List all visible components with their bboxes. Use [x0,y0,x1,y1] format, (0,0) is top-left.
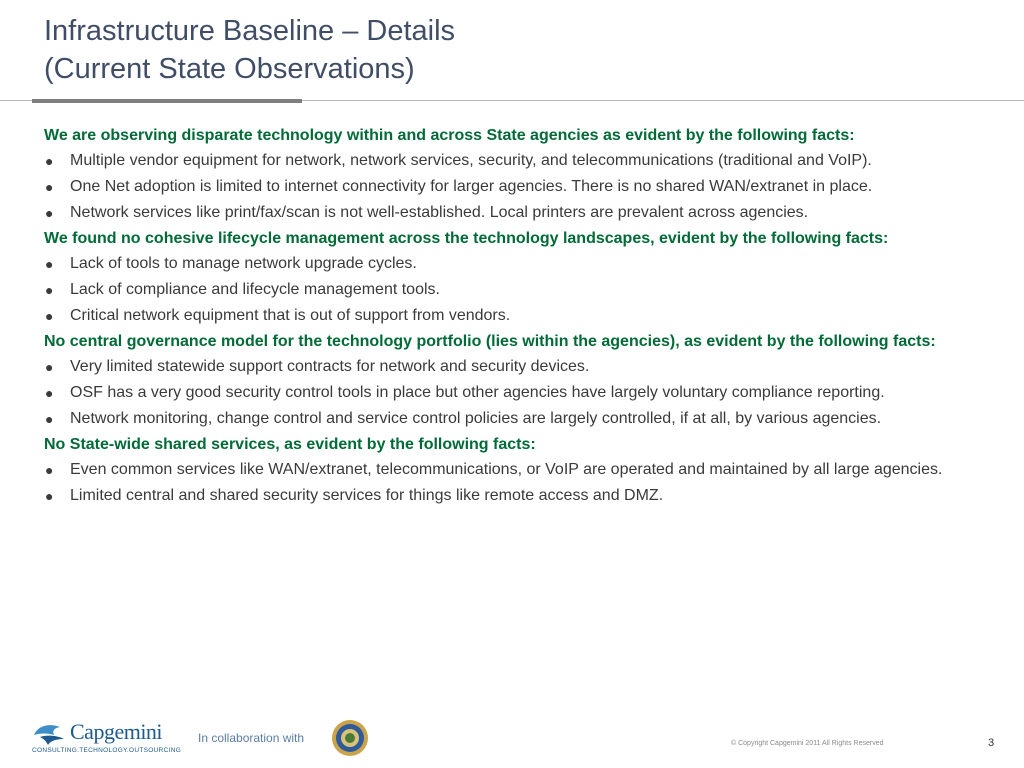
bullet-text: Even common services like WAN/extranet, telecommunications, or VoIP are operated and maintained by all large agencies. [70,461,943,478]
bullet-item [44,382,964,404]
section-heading: No central governance model for the technology portfolio (lies within the agencies), as evident by the following facts: [44,333,936,350]
observation-section [44,228,964,327]
bullet-item [44,305,964,327]
bullet-text: Lack of tools to manage network upgrade cycles. [70,255,417,272]
observation-section [44,331,964,430]
logo-tagline: CONSULTING.TECHNOLOGY.OUTSOURCING [32,747,182,754]
slide-body [44,125,964,511]
bullet-list [44,459,964,507]
bullet-text: Critical network equipment that is out of support from vendors. [70,307,511,324]
slide-title-line1: Infrastructure Baseline – Details [44,15,456,47]
bullet-dot-icon: ● [45,385,54,401]
bullet-dot-icon: ● [45,488,54,504]
slide-title-line2: (Current State Observations) [44,53,415,85]
bullet-text: OSF has a very good security control tools in place but other agencies have largely voluntary compliance reporting. [70,384,885,401]
bullet-item [44,356,964,378]
bullet-list [44,356,964,430]
collaboration-label: In collaboration with [198,731,305,745]
page-number: 3 [988,737,995,749]
bullet-dot-icon: ● [45,179,54,195]
title-accent-bar [32,99,302,103]
state-seal-icon [331,719,369,757]
capgemini-spade-icon [30,719,70,747]
bullet-dot-icon: ● [45,256,54,272]
bullet-text: Network monitoring, change control and service control policies are largely controlled, if at all, by various agencies. [70,410,882,427]
bullet-item [44,279,964,301]
bullet-dot-icon: ● [45,359,54,375]
bullet-dot-icon: ● [45,153,54,169]
bullet-dot-icon: ● [45,308,54,324]
bullet-item [44,176,964,198]
bullet-item [44,150,964,172]
bullet-dot-icon: ● [45,205,54,221]
bullet-text: Limited central and shared security services for things like remote access and DMZ. [70,487,664,504]
observation-section [44,434,964,507]
section-heading: We found no cohesive lifecycle management across the technology landscapes, evident by the following facts: [44,230,889,247]
bullet-text: Lack of compliance and lifecycle management tools. [70,281,440,298]
slide-title [44,12,455,88]
bullet-text: Network services like print/fax/scan is not well-established. Local printers are prevalent across agencies. [70,204,809,221]
bullet-list [44,150,964,224]
observation-section [44,125,964,224]
logo-wordmark: Capgemini [70,719,163,744]
bullet-item [44,408,964,430]
bullet-dot-icon: ● [45,462,54,478]
bullet-dot-icon: ● [45,282,54,298]
bullet-list [44,253,964,327]
copyright-notice: © Copyright Capgemini 2011 All Rights Reserved [731,740,884,747]
bullet-text: Multiple vendor equipment for network, network services, security, and telecommunications (traditional and VoIP). [70,152,872,169]
capgemini-logo [30,719,180,761]
bullet-dot-icon: ● [45,411,54,427]
bullet-item [44,253,964,275]
bullet-item [44,459,964,481]
bullet-text: Very limited statewide support contracts for network and security devices. [70,358,590,375]
section-heading: We are observing disparate technology within and across State agencies as evident by the following facts: [44,127,855,144]
bullet-item [44,202,964,224]
bullet-text: One Net adoption is limited to internet connectivity for larger agencies. There is no shared WAN/extranet in place. [70,178,873,195]
section-heading: No State-wide shared services, as evident by the following facts: [44,436,536,453]
bullet-item [44,485,964,507]
